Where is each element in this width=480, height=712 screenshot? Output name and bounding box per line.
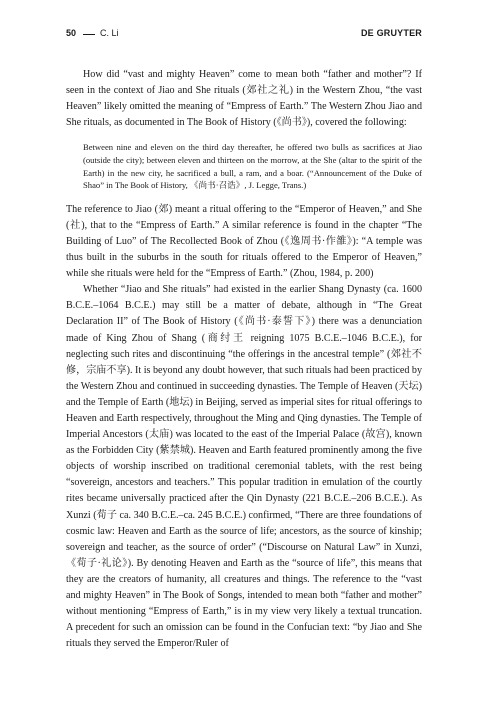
page-number: 50 [66, 28, 77, 38]
block-quote: Between nine and eleven on the third day thereafter, he offered two bulls as sacrifices at Jiao (outside the city); between eleven and thirteen on the morrow, at the She (altar to the spirit of the Earth) in the new city, he sacrificed a bull, a ram, and a boar. (“Announcement of the Duke of Shao” in The Book of History, 《尚书·召诰》, J. Legge, Trans.) [83, 142, 422, 191]
publisher-logo: DE GRUYTER [360, 28, 422, 38]
page-body [66, 67, 422, 652]
paragraph-2: The reference to Jiao (郊) meant a ritual offering to the “Emperor of Heaven,” and She (社), that to the “Empress of Earth.” A similar reference is found in the chapter “The Building of Luo” of The Recollected Book of Zhou (《逸周书·作雒》): “A temple was thus built in the suburbs in the south for rituals offered to the Emperor of Heaven,” while she rituals were held for the “Empress of Earth.” (Zhou, 1984, p. 200) [66, 203, 422, 280]
paragraph-1: How did “vast and mighty Heaven” come to mean both “father and mother”? If seen in the context of Jiao and She rituals (郊社之礼) in the Western Zhou, “the vast Heaven” likely omitted the meaning of “Empress of Earth.” The Western Zhou Jiao and She rituals, as documented in The Book of History (《尚书》), covered the following: [66, 69, 422, 129]
paragraph-3: Whether “Jiao and She rituals” had existed in the earlier Shang Dynasty (ca. 1600 B.C.E.–1064 B.C.E.) may still be a matter of debate, although in “The Great Declaration II” of The Book of History (《尚书·泰誓下》) there was a denunciation made of King Zhou of Shang (商纣王 reigning 1075 B.C.E.–1046 B.C.E.), for neglecting such rites and discontinuing “the offerings in the ancestral temple” (郊社不修，宗庙不享). It is beyond any doubt however, that such rituals had been practiced by the Western Zhou and continued in succeeding dynasties. The Temple of Heaven (天坛) and the Temple of Earth (地坛) in Beijing, served as imperial sites for ritual offerings to Heaven and Earth respectively, throughout the Ming and Qing dynasties. The Temple of Imperial Ancestors (太庙) was located to the east of the Imperial Palace (故宫), known as the Forbidden City (紫禁城). Heaven and Earth featured prominently among the five objects of worship inscribed on traditional ceremonial tablets, with the rest being “sovereign, ancestors and teachers.” This popular tradition in emulation of the courtly rites became universally practiced after the Qin Dynasty (221 B.C.E.–206 B.C.E.). As Xunzi (荀子 ca. 340 B.C.E.–ca. 245 B.C.E.) confirmed, “There are three foundations of cosmic law: Heaven and Earth as the source of life; ancestors, as the source of kinship; sovereign and teacher, as the source of order” (“Discourse on Natural Law” in Xunzi, 《荀子·礼论》). By denoting Heaven and Earth as the “source of life”, this means that they are the creators of humanity, all creatures and things. The reference to the “vast and mighty Heaven” in The Book of Songs, intended to mean both “father and mother” without mentioning “Empress of Earth,” is in my view very likely a textual truncation. A precedent for such an omission can be found in the Confucian text: “by Jiao and She rituals they served the Emperor/Ruler of [66, 284, 422, 650]
header-rule [83, 34, 95, 35]
running-header [66, 28, 422, 42]
running-author: C. Li [100, 28, 119, 38]
